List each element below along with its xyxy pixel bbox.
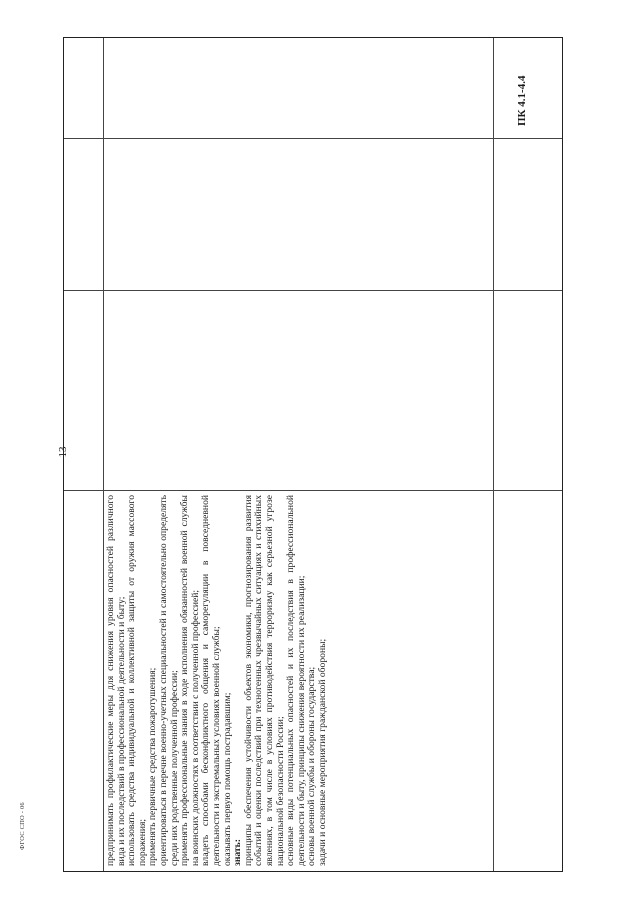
table-row-divider [64,138,562,139]
content-text [104,491,493,871]
competency-code-cell [494,38,562,138]
skill-item: применять первичные средства пожаротушения; [147,667,159,866]
table-row-divider [64,290,562,291]
skill-item: применять профессиональные знания в ходе исполнения обязанностей военной службы на воинских должностях в соответствии с полученной профессией; [179,495,201,866]
skill-item: использовать средства индивидуальной и коллективной защиты от оружия массового поражения; [126,495,148,866]
knowledge-item: задачи и основные мероприятия гражданской обороны; [316,638,328,866]
knowledge-item: основы военной службы и обороны государства; [306,666,318,866]
know-heading: знать: [232,839,244,866]
page-number: 13 [57,446,69,458]
competency-table [63,37,563,872]
competency-code: ПК 4.1-4.4 [516,75,528,126]
skill-item: предпринимать профилактические меры для снижения уровня опасностей различного вида и их последствий в профессиональной деятельности и быту; [105,495,127,866]
skill-item: оказывать первую помощь пострадавшим; [221,692,233,866]
knowledge-item: принципы обеспечения устойчивости объектов экономики, прогнозирования развития событий и оценки последствий при техногенных чрезвычайных ситуациях и стихийных явлениях, в том числе в условиях противодействия терроризму как серьезной угрозе национальной безопасности России; [242,495,286,866]
content-cell [104,491,493,871]
footer-code: ФГОС СПО - 06 [19,802,26,850]
table-column-divider [493,38,494,871]
skill-item: владеть способами бесконфликтного общения и саморегуляции в повседневной деятельности и экстремальных условиях военной службы; [200,495,222,866]
knowledge-item: основные виды потенциальных опасностей и их последствия в профессиональной деятельности и быту, принципы снижения вероятности их реализации; [285,495,307,866]
skill-item: ориентироваться в перечне военно-учетных специальностей и самостоятельно определять среди них родственные полученной профессии; [157,495,180,866]
